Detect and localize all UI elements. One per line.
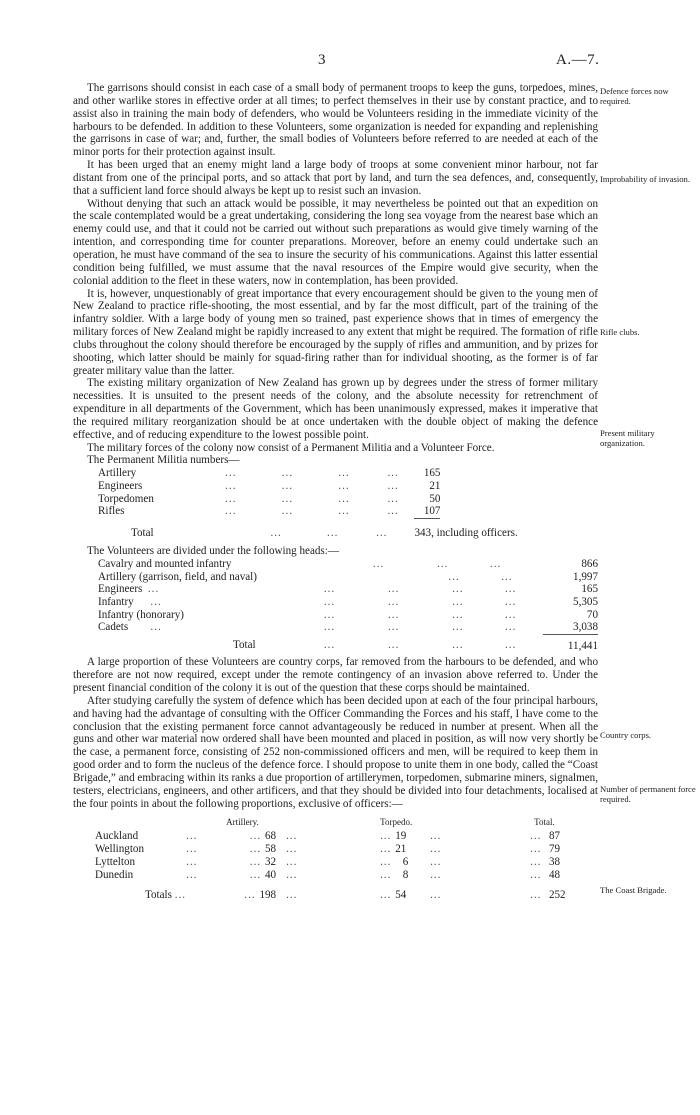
leader-dots: ... 87	[530, 830, 561, 843]
volunteer-value: 1,997	[573, 570, 598, 583]
artillery-value: 58	[264, 843, 277, 856]
place-name: Wellington	[95, 843, 145, 856]
leader-dots: ...	[186, 855, 198, 868]
leader-dots: ... ... ... ...	[225, 467, 399, 480]
torpedo-value: 6	[402, 855, 409, 868]
leader-dots: ... ... ... ...	[323, 621, 517, 634]
volunteer-value: 70	[586, 608, 598, 621]
paragraph-rifle-shooting: It is, however, unquestionably of great importance that every encouragement should be given to the young men of New Zealand to practice rifle-shooting, the most essential, and by far the most difficult, part of the training of the infantry soldier. With a large body of young men so trained, past experience shows that in times of emergency the military forces of New Zealand might be rapidly increased to any extent that might be required. The formation of rifle clubs throughout the colony should therefore be encouraged by the supply of rifles and ammunition, and by prizes for shooting, which latter should be mainly for squad-firing rather than for individual shooting, as the former is of far greater military value than the latter.	[73, 287, 598, 377]
artillery-total: 198	[259, 889, 277, 902]
paragraph-coast-brigade: After studying carefully the system of defence which has been decided upon at each of the four principal harbours, and having had the advantage of consulting with the Officer Commanding the Forces and his staff, I have come to the conclusion that the existing permanent force cannot advantageously be reduced in number at present. When all the guns and other war material now ordered shall have been mounted and placed in position, as will now very shortly be the case, a permanent force, consisting of 252 non-commissioned officers and men, will be required to keep them in good order and to form the nucleus of the defence force. I should propose to unite them in one body, called the “Coast Brigade,” and embracing within its ranks a due proportion of artillerymen, torpedomen, submarine miners, signalmen, testers, electricians, engineers, and other artificers, and that they should be divided into four detachments, localised at the four points in about the following proportions, exclusive of officers:—	[73, 694, 598, 810]
total-value: 79	[548, 843, 561, 856]
leader-dots: ... ... ... ...	[323, 608, 517, 621]
leader-dots: ... 8	[380, 868, 409, 881]
leader-dots: ... ... ... ...	[225, 505, 399, 518]
paragraph-militia-intro: The Permanent Militia numbers—	[87, 454, 240, 467]
table-row	[73, 467, 598, 480]
volunteer-total-label: Total	[233, 639, 256, 652]
table-row	[73, 505, 598, 519]
volunteer-label: Infantry ...	[98, 595, 162, 608]
table-row	[73, 583, 598, 596]
leader-dots: ...	[186, 868, 198, 881]
column-header-artillery: Artillery.	[226, 817, 259, 828]
leader-dots: ... ... ... ...	[323, 595, 517, 608]
column-header-total: Total.	[534, 817, 555, 828]
leader-dots: ...	[430, 889, 442, 902]
leader-dots: ... 40	[249, 868, 277, 881]
leader-dots: ... ... ... ...	[225, 492, 399, 505]
militia-value: 107	[414, 505, 598, 519]
volunteer-value: 3,038	[543, 621, 598, 634]
totals-label: Totals ...	[145, 889, 187, 902]
leader-dots: ...	[430, 830, 442, 843]
leader-dots: ... ... ... ...	[323, 639, 517, 652]
leader-dots: ... 6	[380, 855, 409, 868]
leader-dots: ... 38	[530, 855, 561, 868]
artillery-value: 68	[264, 830, 277, 843]
torpedo-value: 21	[395, 843, 407, 856]
column-header-torpedo: Torpedo.	[380, 817, 413, 828]
militia-table	[73, 467, 598, 539]
volunteer-label: Infantry (honorary)	[98, 608, 184, 621]
militia-value: 50	[429, 492, 441, 505]
table-row	[73, 596, 598, 609]
leader-dots: ... 79	[530, 843, 561, 856]
paragraph-military-forces: The military forces of the colony now consist of a Permanent Militia and a Volunteer Force.	[87, 441, 495, 454]
artillery-value: 32	[264, 855, 277, 868]
leader-dots: ...	[186, 843, 198, 856]
table-row	[73, 881, 598, 902]
militia-label: Rifles	[98, 505, 125, 518]
document-body	[73, 82, 598, 902]
table-row	[73, 869, 598, 882]
militia-label: Artillery	[98, 467, 137, 480]
sidenote-coast-brigade: The Coast Brigade.	[600, 885, 667, 895]
leader-dots: ... 58	[249, 843, 277, 856]
sidenote-rifle-clubs: Rifle clubs.	[600, 327, 640, 337]
leader-dots: ... 54	[380, 889, 407, 902]
table-row	[73, 480, 598, 493]
leader-dots: ... 252	[530, 889, 566, 902]
place-name: Auckland	[95, 830, 139, 843]
militia-total-value: 343, including officers.	[414, 526, 518, 539]
sidenote-country-corps: Country corps.	[600, 730, 652, 740]
coast-brigade-table	[73, 816, 598, 902]
table-row	[73, 830, 598, 843]
paragraph-expedition: Without denying that such an attack would be possible, it may nevertheless be pointed out that an expedition on the scale contemplated would be a great undertaking, considering the long sea voyage from the nearest base which an enemy could use, and that it could not be carried out without such preparations as would give timely warning of the intention, and corresponding time for counter preparations. Moreover, before an enemy could undertake such an operation, he must have command of the sea to insure the security of his communications. Against this latter essential condition being fulfilled, we must assume that the naval resources of the Empire would give security, when the colonial addition to the fleet in these waters, now in contemplation, has been provided.	[73, 197, 598, 287]
leader-dots: ... 19	[380, 830, 407, 843]
paragraph-country-corps: A large proportion of these Volunteers are country corps, far removed from the harbours to be defended, and who therefore are not now required, except under the remote contingency of an invasion above referred to. Under the present financial condition of the colony it is out of the question that these corps should be maintained.	[73, 656, 598, 694]
volunteer-value: 5,305	[573, 595, 598, 608]
table-row	[73, 519, 598, 540]
militia-label: Engineers	[98, 479, 143, 492]
leader-dots: ... ... ...	[270, 526, 388, 539]
leader-dots: ... 32	[249, 855, 277, 868]
leader-dots: ... ... ...	[372, 558, 502, 571]
leader-dots: ... 198	[244, 889, 277, 902]
total-value: 87	[548, 830, 561, 843]
volunteer-value: 866	[581, 558, 598, 571]
militia-total-label: Total	[131, 526, 154, 539]
leader-dots: ...	[430, 868, 442, 881]
volunteer-value: 165	[581, 583, 598, 596]
leader-dots: ...	[186, 830, 198, 843]
volunteer-label: Engineers ...	[98, 583, 160, 596]
sidenote-present-organization: Present military organization.	[600, 428, 655, 448]
leader-dots: ...	[286, 830, 298, 843]
table-row	[73, 609, 598, 622]
paragraph-volunteers-intro: The Volunteers are divided under the following heads:—	[87, 545, 339, 558]
paragraph-invasion: It has been urged that an enemy might land a large body of troops at some convenient minor harbour, not far distant from one of the principal ports, and so attack that port by land, and turn the sea defences, and, consequently, that a sufficient land force should always be kept up to resist such an invasion.	[73, 159, 598, 197]
leader-dots: ...	[430, 855, 442, 868]
leader-dots: ...	[286, 843, 298, 856]
leader-dots: ...	[286, 855, 298, 868]
sidenote-defence-forces: Defence forces now required.	[600, 86, 669, 106]
table-header-row	[73, 816, 598, 830]
leader-dots: ... ... ... ...	[323, 583, 517, 596]
total-value: 38	[548, 855, 561, 868]
leader-dots: ... 48	[530, 868, 561, 881]
leader-dots: ... 68	[249, 830, 277, 843]
grand-total: 252	[548, 889, 566, 902]
total-value: 48	[548, 868, 561, 881]
torpedo-value: 19	[395, 830, 407, 843]
volunteers-table	[73, 558, 598, 652]
table-row	[73, 843, 598, 856]
militia-value: 21	[429, 479, 441, 492]
leader-dots: ... 21	[380, 843, 407, 856]
volunteer-label: Cavalry and mounted infantry	[98, 558, 232, 571]
leader-dots: ... ...	[448, 570, 513, 583]
volunteer-label: Cadets ...	[98, 621, 162, 634]
torpedo-value: 8	[402, 868, 409, 881]
torpedo-total: 54	[395, 889, 407, 902]
leader-dots: ... ... ... ...	[225, 479, 399, 492]
artillery-value: 40	[264, 868, 277, 881]
table-row	[73, 558, 598, 571]
table-row	[73, 634, 598, 652]
militia-label: Torpedomen	[98, 492, 154, 505]
place-name: Lyttelton	[95, 855, 136, 868]
table-row	[73, 571, 598, 584]
leader-dots: ...	[286, 868, 298, 881]
sidenote-invasion: Improbability of invasion.	[600, 174, 690, 184]
paragraph-existing-organization: The existing military organization of New Zealand has grown up by degrees under the stress of former military necessities. It is unsuited to the present needs of the colony, and the absolute necessity for retrenchment of expenditure in all departments of the Government, which has been unanimously expressed, makes it imperative that the required military reorganization should be at once undertaken with the double object of making the defence effective, and of reducing expenditure to the lowest possible point.	[73, 377, 598, 441]
table-row	[73, 621, 598, 634]
page-number: 3	[318, 52, 326, 68]
table-row	[73, 856, 598, 869]
volunteer-total-value: 11,441	[567, 639, 598, 652]
paragraph-garrisons: The garrisons should consist in each case of a small body of permanent troops to keep the guns, torpedoes, mines, and other warlike stores in effective order at all times; to perfect themselves in their use by constant practice, and to assist also in training the main body of defenders, who would be Volunteers residing in the immediate vicinity of the harbours to be defended. In addition to these Volunteers, some organization is needed for expanding and replenishing the garrisons in case of war; and, further, the small bodies of Volunteers before referred to are needed at each of the minor ports for their protection against insult.	[73, 82, 598, 159]
sidenote-permanent-force: Number of permanent force required.	[600, 784, 696, 804]
volunteer-label: Artillery (garrison, field, and naval)	[98, 570, 257, 583]
place-name: Dunedin	[95, 868, 134, 881]
leader-dots: ...	[430, 843, 442, 856]
table-row	[73, 493, 598, 506]
militia-value: 165	[423, 467, 441, 480]
document-reference: A.—7.	[556, 52, 600, 68]
leader-dots: ...	[286, 889, 298, 902]
